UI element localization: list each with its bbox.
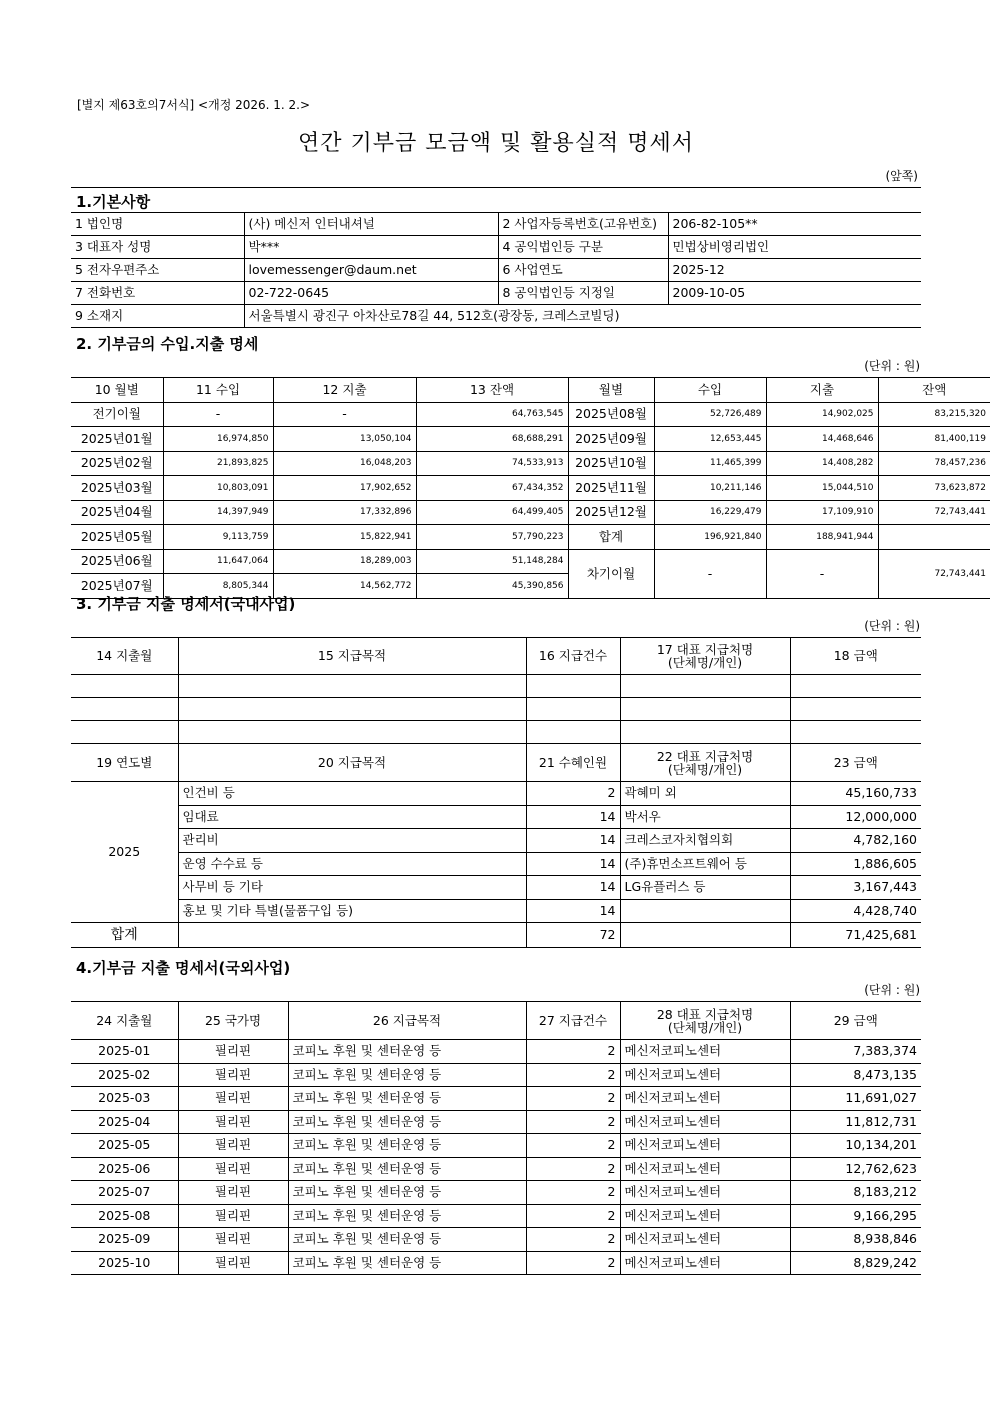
country-cell: 필리핀 (178, 1157, 288, 1181)
column-header: 16 지급건수 (526, 638, 620, 675)
income-cell: 8,805,344 (163, 574, 273, 599)
total-row (71, 923, 921, 948)
month-cell: 2025년11월 (568, 476, 654, 501)
country-cell: 필리핀 (178, 1087, 288, 1111)
purpose-cell: 임대료 (178, 805, 526, 829)
purpose-cell: 코피노 후원 및 센터운영 등 (288, 1157, 526, 1181)
section-3-heading: 3. 기부금 지출 명세서(국내사업) (76, 595, 296, 613)
table-row (71, 1134, 921, 1158)
income-cell: 11,465,399 (654, 451, 766, 476)
income-cell: 16,974,850 (163, 427, 273, 452)
balance-cell: 57,790,223 (416, 525, 568, 550)
table-header-row (71, 638, 921, 675)
purpose-cell: 코피노 후원 및 센터운영 등 (288, 1204, 526, 1228)
expense-cell: 17,332,896 (273, 500, 416, 525)
amount-cell: 11,691,027 (790, 1087, 921, 1111)
basic-info-row (71, 305, 921, 328)
month-cell: 2025년06월 (71, 549, 163, 574)
empty-cell (71, 721, 178, 744)
column-header: 14 지출월 (71, 638, 178, 675)
expense-cell: 18,289,003 (273, 549, 416, 574)
section-4-unit: (단위 : 원) (864, 983, 920, 997)
column-header: 잔액 (878, 378, 990, 403)
payee-cell: 메신저코피노센터 (620, 1110, 790, 1134)
amount-cell: 7,383,374 (790, 1040, 921, 1064)
amount-cell: 8,473,135 (790, 1063, 921, 1087)
amount-cell: 45,160,733 (790, 782, 921, 806)
country-cell: 필리핀 (178, 1204, 288, 1228)
payee-cell: 메신저코피노센터 (620, 1087, 790, 1111)
basic-info-row (71, 282, 921, 305)
expense-cell: 16,048,203 (273, 451, 416, 476)
field-value: 206-82-105** (668, 213, 921, 236)
count-cell: 2 (526, 1228, 620, 1252)
address-value: 서울특별시 광진구 아차산로78길 44, 512호(광장동, 크레스코빌딩) (244, 305, 921, 328)
count-cell: 2 (526, 1040, 620, 1064)
table-row (71, 451, 990, 476)
field-label: 7 전화번호 (71, 282, 244, 305)
empty-cell (526, 675, 620, 698)
count-cell: 2 (526, 1087, 620, 1111)
column-header: 24 지출월 (71, 1002, 178, 1040)
header-subline: (단체명/개인) (667, 655, 743, 670)
count-cell: 14 (526, 876, 620, 900)
country-cell: 필리핀 (178, 1251, 288, 1275)
balance-cell: 68,688,291 (416, 427, 568, 452)
balance-cell: 81,400,119 (878, 427, 990, 452)
amount-cell: 11,812,731 (790, 1110, 921, 1134)
month-cell: 2025-07 (71, 1181, 178, 1205)
month-cell: 2025년07월 (71, 574, 163, 599)
amount-cell: 3,167,443 (790, 876, 921, 900)
field-label: 6 사업연도 (498, 259, 668, 282)
table-row (71, 476, 990, 501)
count-cell: 2 (526, 1251, 620, 1275)
table-row (71, 782, 921, 806)
empty-row (71, 698, 921, 721)
purpose-cell: 홍보 및 기타 특별(물품구입 등) (178, 899, 526, 923)
payee-cell: 메신저코피노센터 (620, 1228, 790, 1252)
table-header-row (71, 744, 921, 782)
basic-info-table (71, 212, 921, 328)
payee-cell: 크레스코자치협의회 (620, 829, 790, 853)
section-4-heading: 4.기부금 지출 명세서(국외사업) (76, 959, 291, 977)
column-header: 12 지출 (273, 378, 416, 403)
table-row (71, 525, 990, 550)
month-cell: 2025-09 (71, 1228, 178, 1252)
count-cell: 2 (526, 1181, 620, 1205)
amount-cell: 71,425,681 (790, 923, 921, 948)
payee-cell: 메신저코피노센터 (620, 1134, 790, 1158)
column-header: 수입 (654, 378, 766, 403)
expense-cell: 17,902,652 (273, 476, 416, 501)
count-cell: 2 (526, 1063, 620, 1087)
empty-cell (790, 698, 921, 721)
payee-cell: 메신저코피노센터 (620, 1181, 790, 1205)
payee-cell: 메신저코피노센터 (620, 1204, 790, 1228)
amount-cell: 4,428,740 (790, 899, 921, 923)
month-cell: 2025-01 (71, 1040, 178, 1064)
table-row (71, 1228, 921, 1252)
income-cell: 14,397,949 (163, 500, 273, 525)
payee-cell: 메신저코피노센터 (620, 1040, 790, 1064)
amount-cell: 10,134,201 (790, 1134, 921, 1158)
table-row (71, 899, 921, 923)
field-label: 9 소재지 (71, 305, 244, 328)
table-row (71, 1251, 921, 1275)
purpose-cell: 운영 수수료 등 (178, 852, 526, 876)
basic-info-row (71, 259, 921, 282)
form-number: [별지 제63호의7서식] <개정 2026. 1. 2.> (77, 98, 311, 112)
income-cell: 11,647,064 (163, 549, 273, 574)
amount-cell: 12,000,000 (790, 805, 921, 829)
count-cell: 2 (526, 1134, 620, 1158)
balance-cell: 51,148,284 (416, 549, 568, 574)
purpose-cell: 코피노 후원 및 센터운영 등 (288, 1087, 526, 1111)
income-cell: - (654, 549, 766, 598)
table-row (71, 549, 990, 574)
section-2-heading: 2. 기부금의 수입.지출 명세 (76, 335, 259, 353)
count-cell: 14 (526, 899, 620, 923)
section-3-unit: (단위 : 원) (864, 619, 920, 633)
balance-cell: 72,743,441 (878, 549, 990, 598)
payee-cell: (주)휴먼소프트웨어 등 (620, 852, 790, 876)
payee-cell (620, 899, 790, 923)
field-label: 3 대표자 성명 (71, 236, 244, 259)
expense-cell: 14,902,025 (766, 402, 878, 427)
purpose-cell: 코피노 후원 및 센터운영 등 (288, 1040, 526, 1064)
expense-cell: - (766, 549, 878, 598)
empty-cell (526, 698, 620, 721)
column-header: 29 금액 (790, 1002, 921, 1040)
column-header: 21 수혜인원 (526, 744, 620, 782)
count-cell: 14 (526, 852, 620, 876)
balance-cell (878, 525, 990, 550)
month-cell: 2025년10월 (568, 451, 654, 476)
month-cell: 2025-08 (71, 1204, 178, 1228)
header-line: 17 대표 지급처명 (656, 642, 754, 657)
month-cell: 2025년02월 (71, 451, 163, 476)
expense-cell: 14,468,646 (766, 427, 878, 452)
header-subline: (단체명/개인) (667, 1019, 743, 1035)
purpose-cell: 코피노 후원 및 센터운영 등 (288, 1251, 526, 1275)
table-row (71, 805, 921, 829)
empty-row (71, 675, 921, 698)
table-row (71, 402, 990, 427)
table-header-row (71, 1002, 921, 1040)
payee-cell: 메신저코피노센터 (620, 1157, 790, 1181)
basic-info-row (71, 236, 921, 259)
purpose-cell: 인건비 등 (178, 782, 526, 806)
expense-cell: 15,044,510 (766, 476, 878, 501)
income-expense-table (71, 377, 990, 599)
month-cell: 2025-04 (71, 1110, 178, 1134)
amount-cell: 8,183,212 (790, 1181, 921, 1205)
empty-cell (620, 675, 790, 698)
amount-cell: 8,938,846 (790, 1228, 921, 1252)
column-header: 20 지급목적 (178, 744, 526, 782)
empty-cell (620, 721, 790, 744)
field-value: (사) 메신저 인터내셔널 (244, 213, 498, 236)
expense-cell: 14,562,772 (273, 574, 416, 599)
month-cell: 2025년08월 (568, 402, 654, 427)
column-header: 월별 (568, 378, 654, 403)
income-cell: 10,803,091 (163, 476, 273, 501)
field-value: 2025-12 (668, 259, 921, 282)
header-line: 22 대표 지급처명 (656, 748, 754, 764)
table-row (71, 829, 921, 853)
count-cell: 2 (526, 1110, 620, 1134)
purpose-cell: 사무비 등 기타 (178, 876, 526, 900)
table-row (71, 1063, 921, 1087)
expense-cell: 14,408,282 (766, 451, 878, 476)
month-cell: 2025-03 (71, 1087, 178, 1111)
month-cell: 2025년04월 (71, 500, 163, 525)
income-cell: - (163, 402, 273, 427)
country-cell: 필리핀 (178, 1110, 288, 1134)
income-cell: 196,921,840 (654, 525, 766, 550)
empty-row (71, 721, 921, 744)
column-header: 13 잔액 (416, 378, 568, 403)
month-cell: 2025년03월 (71, 476, 163, 501)
table-row (71, 1087, 921, 1111)
expense-cell: 188,941,944 (766, 525, 878, 550)
year-cell: 2025 (71, 782, 178, 923)
empty-cell (71, 675, 178, 698)
document-title: 연간 기부금 모금액 및 활용실적 명세서 (298, 131, 694, 156)
country-cell: 필리핀 (178, 1228, 288, 1252)
field-value: 박*** (244, 236, 498, 259)
balance-cell: 64,499,405 (416, 500, 568, 525)
payee-cell: 메신저코피노센터 (620, 1063, 790, 1087)
count-cell: 72 (526, 923, 620, 948)
section-1-heading: 1.기본사항 (76, 193, 151, 211)
amount-cell: 1,886,605 (790, 852, 921, 876)
header-subline: (단체명/개인) (667, 761, 743, 777)
balance-cell: 74,533,913 (416, 451, 568, 476)
domestic-expense-table (71, 637, 921, 948)
month-cell: 2025년09월 (568, 427, 654, 452)
basic-info-row (71, 213, 921, 236)
balance-cell: 78,457,236 (878, 451, 990, 476)
field-label: 1 법인명 (71, 213, 244, 236)
expense-cell: 17,109,910 (766, 500, 878, 525)
count-cell: 2 (526, 1204, 620, 1228)
empty-cell (178, 675, 526, 698)
table-row (71, 876, 921, 900)
column-header: 26 지급목적 (288, 1002, 526, 1040)
table-row (71, 1157, 921, 1181)
table-row (71, 1110, 921, 1134)
table-row (71, 500, 990, 525)
column-header: 27 지급건수 (526, 1002, 620, 1040)
month-cell: 2025-02 (71, 1063, 178, 1087)
income-cell: 21,893,825 (163, 451, 273, 476)
field-value: 02-722-0645 (244, 282, 498, 305)
carry-forward-label: 차기이월 (568, 549, 654, 598)
country-cell: 필리핀 (178, 1181, 288, 1205)
month-cell: 2025-05 (71, 1134, 178, 1158)
empty-cell (178, 721, 526, 744)
expense-cell: - (273, 402, 416, 427)
income-cell: 10,211,146 (654, 476, 766, 501)
amount-cell: 4,782,160 (790, 829, 921, 853)
column-header: 25 국가명 (178, 1002, 288, 1040)
column-header: 23 금액 (790, 744, 921, 782)
header-line: 28 대표 지급처명 (656, 1006, 754, 1022)
expense-cell: 15,822,941 (273, 525, 416, 550)
purpose-cell: 코피노 후원 및 센터운영 등 (288, 1134, 526, 1158)
purpose-cell: 코피노 후원 및 센터운영 등 (288, 1110, 526, 1134)
field-value: lovemessenger@daum.net (244, 259, 498, 282)
month-cell: 합계 (568, 525, 654, 550)
month-cell: 2025년05월 (71, 525, 163, 550)
income-cell: 9,113,759 (163, 525, 273, 550)
field-value: 민법상비영리법인 (668, 236, 921, 259)
total-label: 합계 (71, 923, 178, 948)
field-label: 2 사업자등록번호(고유번호) (498, 213, 668, 236)
balance-cell: 45,390,856 (416, 574, 568, 599)
payee-cell: 박서우 (620, 805, 790, 829)
amount-cell: 8,829,242 (790, 1251, 921, 1275)
field-label: 5 전자우편주소 (71, 259, 244, 282)
section-2-unit: (단위 : 원) (864, 359, 920, 373)
month-cell: 2025-06 (71, 1157, 178, 1181)
purpose-cell: 코피노 후원 및 센터운영 등 (288, 1181, 526, 1205)
table-row (71, 1181, 921, 1205)
purpose-cell: 관리비 (178, 829, 526, 853)
empty-cell (620, 923, 790, 948)
amount-cell: 9,166,295 (790, 1204, 921, 1228)
field-label: 8 공익법인등 지정일 (498, 282, 668, 305)
column-header: 15 지급목적 (178, 638, 526, 675)
empty-cell (178, 698, 526, 721)
purpose-cell: 코피노 후원 및 센터운영 등 (288, 1228, 526, 1252)
empty-cell (526, 721, 620, 744)
table-row (71, 1040, 921, 1064)
payee-cell: 메신저코피노센터 (620, 1251, 790, 1275)
balance-cell: 64,763,545 (416, 402, 568, 427)
balance-cell: 72,743,441 (878, 500, 990, 525)
field-label: 4 공익법인등 구분 (498, 236, 668, 259)
purpose-cell: 코피노 후원 및 센터운영 등 (288, 1063, 526, 1087)
expense-cell: 13,050,104 (273, 427, 416, 452)
payee-cell: LG유플러스 등 (620, 876, 790, 900)
table-row (71, 1204, 921, 1228)
month-cell: 2025-10 (71, 1251, 178, 1275)
section-1-top-rule (71, 187, 921, 188)
column-header: 18 금액 (790, 638, 921, 675)
balance-cell: 73,623,872 (878, 476, 990, 501)
table-header-row (71, 378, 990, 403)
column-header: 10 월별 (71, 378, 163, 403)
empty-cell (790, 721, 921, 744)
table-row (71, 852, 921, 876)
count-cell: 14 (526, 805, 620, 829)
column-header: 11 수입 (163, 378, 273, 403)
count-cell: 14 (526, 829, 620, 853)
table-row (71, 427, 990, 452)
amount-cell: 12,762,623 (790, 1157, 921, 1181)
income-cell: 16,229,479 (654, 500, 766, 525)
field-value: 2009-10-05 (668, 282, 921, 305)
empty-cell (71, 698, 178, 721)
count-cell: 2 (526, 1157, 620, 1181)
count-cell: 2 (526, 782, 620, 806)
balance-cell: 67,434,352 (416, 476, 568, 501)
column-header: 지출 (766, 378, 878, 403)
payee-cell: 곽혜미 외 (620, 782, 790, 806)
country-cell: 필리핀 (178, 1040, 288, 1064)
column-header (620, 638, 790, 675)
column-header (620, 1002, 790, 1040)
country-cell: 필리핀 (178, 1063, 288, 1087)
empty-cell (178, 923, 526, 948)
empty-cell (620, 698, 790, 721)
overseas-expense-table (71, 1001, 921, 1275)
month-cell: 전기이월 (71, 402, 163, 427)
empty-cell (790, 675, 921, 698)
month-cell: 2025년12월 (568, 500, 654, 525)
month-cell: 2025년01월 (71, 427, 163, 452)
column-header: 19 연도별 (71, 744, 178, 782)
balance-cell: 83,215,320 (878, 402, 990, 427)
income-cell: 12,653,445 (654, 427, 766, 452)
country-cell: 필리핀 (178, 1134, 288, 1158)
page-side-label: (앞쪽) (885, 169, 918, 183)
income-cell: 52,726,489 (654, 402, 766, 427)
column-header (620, 744, 790, 782)
